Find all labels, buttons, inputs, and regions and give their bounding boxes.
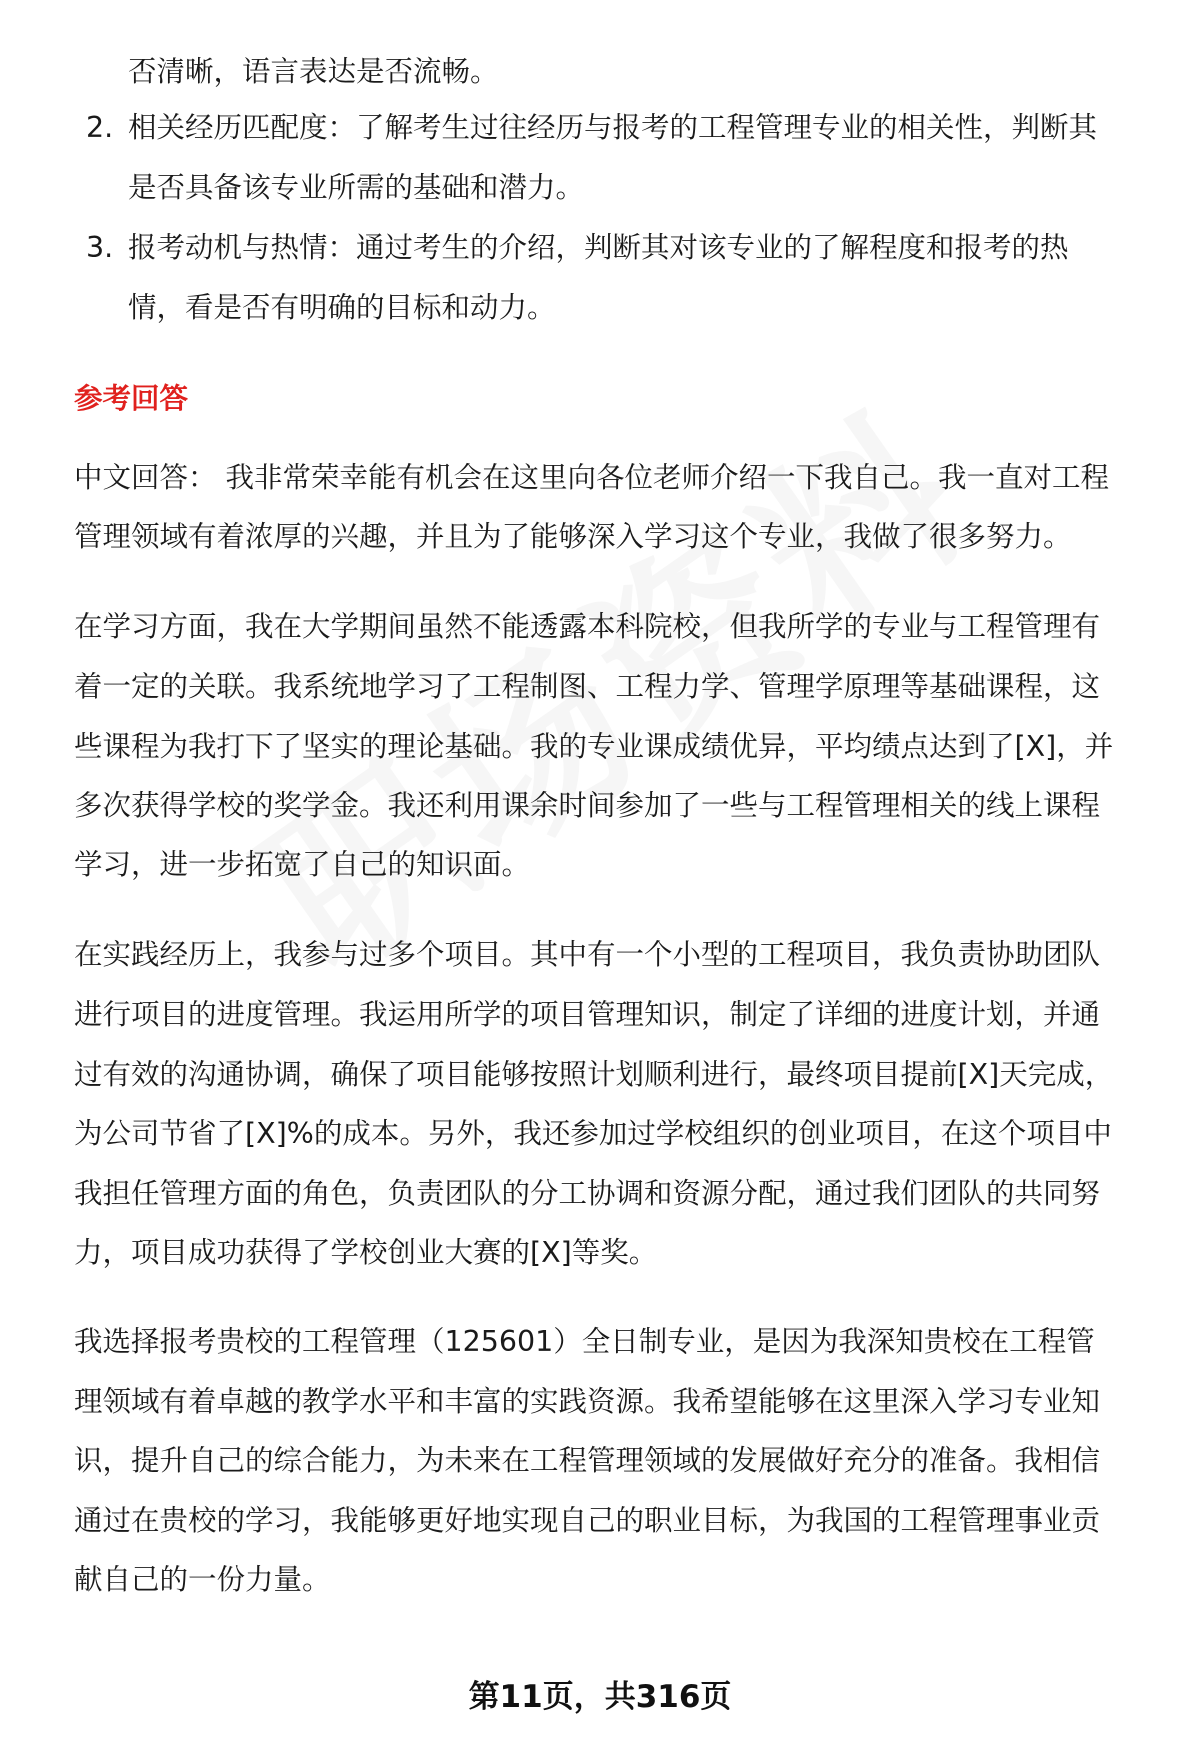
paragraph-line: 在学习方面，我在大学期间虽然不能透露本科院校，但我所学的专业与工程管理有 (74, 610, 1101, 643)
paragraph-line: 学习，进一步拓宽了自己的知识面。 (74, 848, 531, 881)
paragraph-line: 理领域有着卓越的教学水平和丰富的实践资源。我希望能够在这里深入学习专业知 (74, 1385, 1101, 1418)
list-item-number: 2. (86, 111, 114, 144)
list-item-1-tail: 否清晰，语言表达是否流畅。 (128, 55, 499, 88)
paragraph-line: 我担任管理方面的角色，负责团队的分工协调和资源分配，通过我们团队的共同努 (74, 1177, 1101, 1210)
paragraph-line: 通过在贵校的学习，我能够更好地实现自己的职业目标，为我国的工程管理事业贡 (74, 1504, 1101, 1537)
paragraph-line: 识，提升自己的综合能力，为未来在工程管理领域的发展做好充分的准备。我相信 (74, 1444, 1101, 1477)
paragraph-line: 进行项目的进度管理。我运用所学的项目管理知识，制定了详细的进度计划，并通 (74, 998, 1101, 1031)
list-item-line: 报考动机与热情：通过考生的介绍，判断其对该专业的了解程度和报考的热 (128, 231, 1069, 264)
list-item-number: 3. (86, 231, 114, 264)
paragraph-line: 为公司节省了[X]%的成本。另外，我还参加过学校组织的创业项目，在这个项目中 (74, 1117, 1112, 1150)
page-number: 第11页，共316页 (468, 1679, 732, 1715)
paragraph-line: 多次获得学校的奖学金。我还利用课余时间参加了一些与工程管理相关的线上课程 (74, 789, 1101, 822)
paragraph-line: 力，项目成功获得了学校创业大赛的[X]等奖。 (74, 1236, 658, 1269)
paragraph-line: 过有效的沟通协调，确保了项目能够按照计划顺利进行，最终项目提前[X]天完成， (74, 1058, 1114, 1091)
list-item-line: 相关经历匹配度：了解考生过往经历与报考的工程管理专业的相关性，判断其 (128, 111, 1098, 144)
paragraph-line: 中文回答： 我非常荣幸能有机会在这里向各位老师介绍一下我自己。我一直对工程 (74, 461, 1110, 494)
paragraph-line: 献自己的一份力量。 (74, 1563, 331, 1596)
paragraph-line: 着一定的关联。我系统地学习了工程制图、工程力学、管理学原理等基础课程，这 (74, 670, 1101, 703)
paragraph-line: 在实践经历上，我参与过多个项目。其中有一个小型的工程项目，我负责协助团队 (74, 938, 1101, 971)
section-title: 参考回答 (74, 382, 189, 415)
paragraph-line: 我选择报考贵校的工程管理（125601）全日制专业，是因为我深知贵校在工程管 (74, 1325, 1095, 1358)
paragraph-line: 些课程为我打下了坚实的理论基础。我的专业课成绩优异，平均绩点达到了[X]，并 (74, 730, 1114, 763)
paragraph-line: 管理领域有着浓厚的兴趣，并且为了能够深入学习这个专业，我做了很多努力。 (74, 520, 1072, 553)
list-item-line: 是否具备该专业所需的基础和潜力。 (128, 171, 585, 204)
list-item-line: 情，看是否有明确的目标和动力。 (128, 291, 556, 324)
